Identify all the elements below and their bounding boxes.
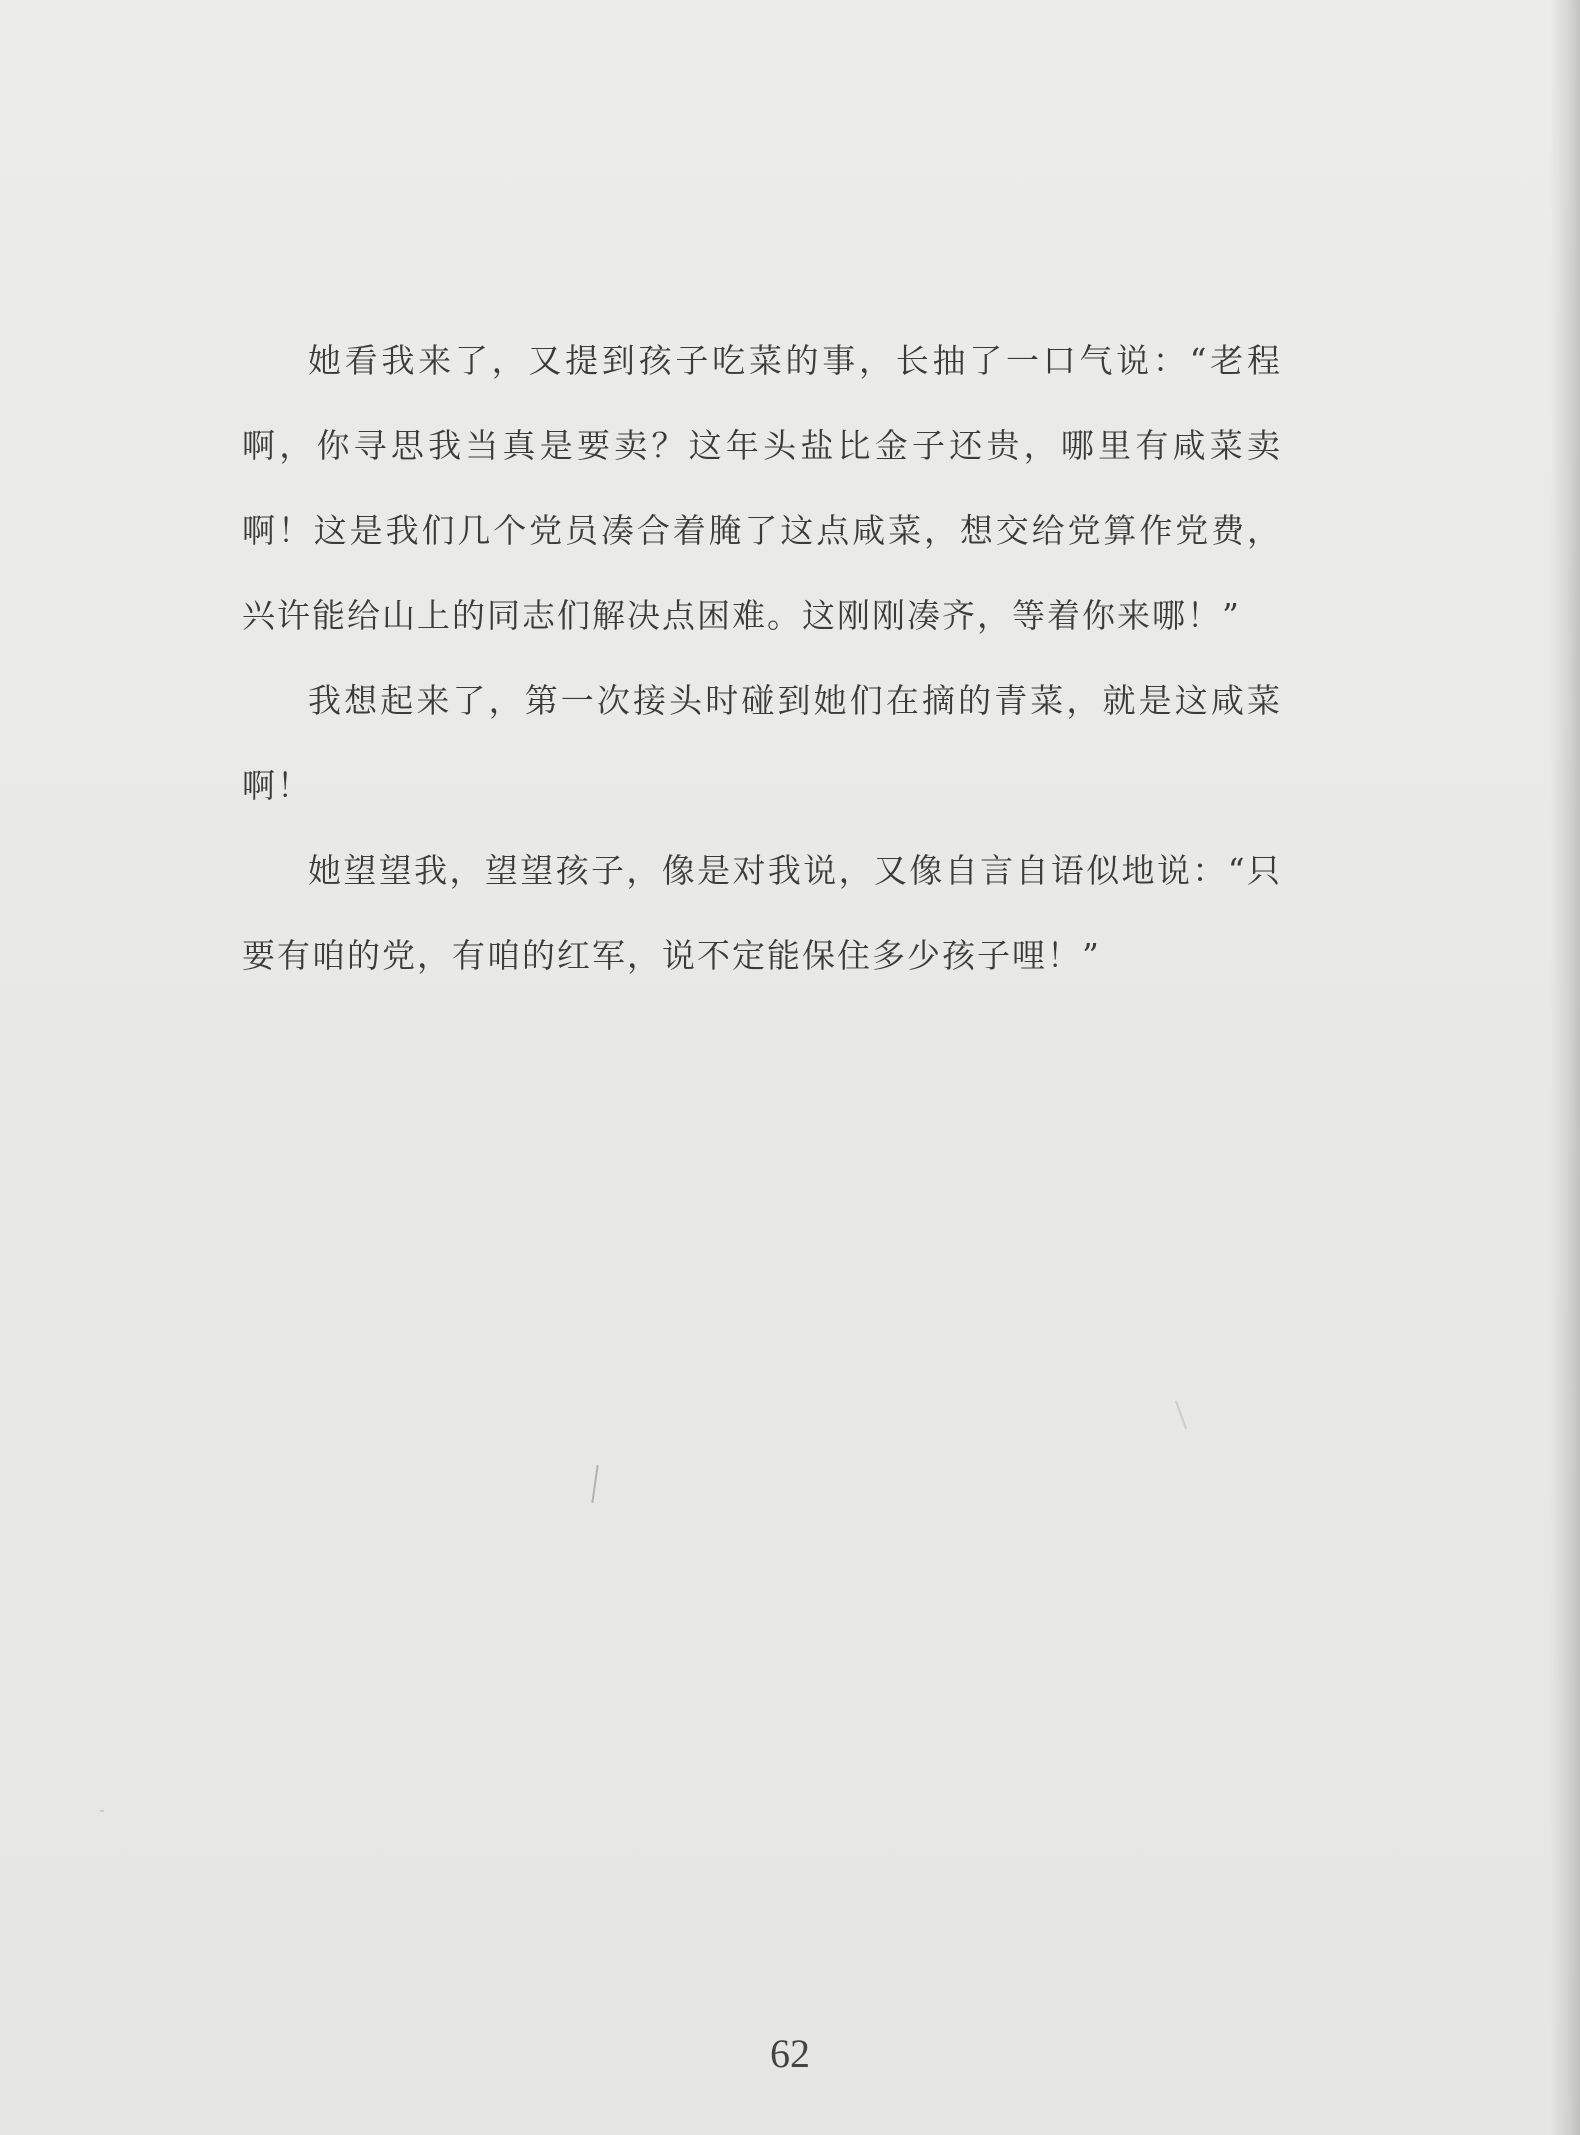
scan-speck bbox=[100, 1810, 104, 1812]
scan-speck bbox=[1175, 1401, 1187, 1430]
body-text bbox=[242, 318, 1282, 998]
page-number: 62 bbox=[770, 2031, 810, 2076]
paragraph-2: 我想起来了，第一次接头时碰到她们在摘的青菜，就是这咸菜啊！ bbox=[242, 681, 1282, 805]
paragraph-3: 她望望我，望望孩子，像是对我说，又像自言自语似地说：“只要有咱的党，有咱的红军，说不定能保住多少孩子哩！” bbox=[242, 851, 1282, 975]
paragraph-1: 她看我来了，又提到孩子吃菜的事，长抽了一口气说：“老程啊，你寻思我当真是要卖？这年头盐比金子还贵，哪里有咸菜卖啊！这是我们几个党员凑合着腌了这点咸菜，想交给党算作党费，兴许能给山上的同志们解决点困难。这刚刚凑齐，等着你来哪！” bbox=[242, 341, 1282, 635]
scan-speck bbox=[591, 1465, 598, 1503]
page-edge-shadow bbox=[1550, 0, 1580, 2135]
